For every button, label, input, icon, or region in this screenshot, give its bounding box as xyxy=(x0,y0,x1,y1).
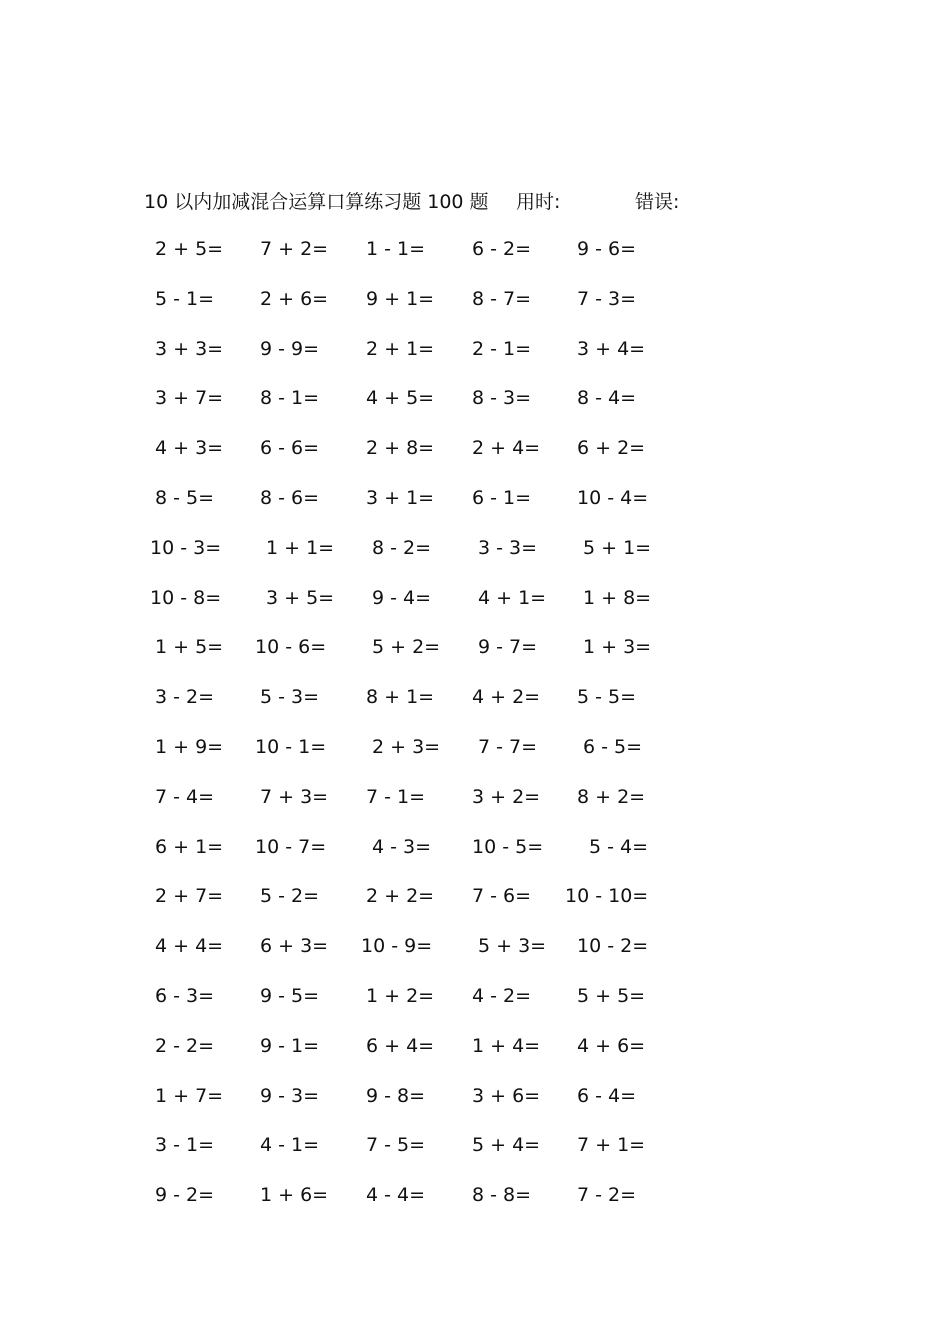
arithmetic-problem: 5 + 2= xyxy=(372,636,441,658)
arithmetic-problem: 3 - 1= xyxy=(155,1134,215,1156)
arithmetic-problem: 6 + 3= xyxy=(260,935,329,957)
arithmetic-problem: 3 + 2= xyxy=(472,786,541,808)
arithmetic-problem: 1 + 4= xyxy=(472,1035,541,1057)
arithmetic-problem: 10 - 6= xyxy=(255,636,327,658)
arithmetic-problem: 8 - 7= xyxy=(472,288,532,310)
arithmetic-problem: 10 - 10= xyxy=(565,885,649,907)
arithmetic-problem: 10 - 1= xyxy=(255,736,327,758)
arithmetic-problem: 3 + 5= xyxy=(266,587,335,609)
arithmetic-problem: 4 + 6= xyxy=(577,1035,646,1057)
arithmetic-problem: 9 - 3= xyxy=(260,1085,320,1107)
arithmetic-problem: 4 + 3= xyxy=(155,437,224,459)
arithmetic-problem: 9 - 1= xyxy=(260,1035,320,1057)
arithmetic-problem: 4 + 5= xyxy=(366,387,435,409)
arithmetic-problem: 7 + 1= xyxy=(577,1134,646,1156)
arithmetic-problem: 1 + 8= xyxy=(583,587,652,609)
arithmetic-problem: 10 - 2= xyxy=(577,935,649,957)
arithmetic-problem: 10 - 7= xyxy=(255,836,327,858)
arithmetic-problem: 5 - 3= xyxy=(260,686,320,708)
arithmetic-problem: 5 - 5= xyxy=(577,686,637,708)
arithmetic-problem: 5 + 1= xyxy=(583,537,652,559)
arithmetic-problem: 2 + 4= xyxy=(472,437,541,459)
arithmetic-problem: 7 - 7= xyxy=(478,736,538,758)
arithmetic-problem: 9 + 1= xyxy=(366,288,435,310)
arithmetic-problem: 6 - 4= xyxy=(577,1085,637,1107)
arithmetic-problem: 3 + 6= xyxy=(472,1085,541,1107)
arithmetic-problem: 7 - 3= xyxy=(577,288,637,310)
arithmetic-problem: 2 + 1= xyxy=(366,338,435,360)
arithmetic-problem: 9 - 7= xyxy=(478,636,538,658)
arithmetic-problem: 6 - 2= xyxy=(472,238,532,260)
arithmetic-problem: 2 - 1= xyxy=(472,338,532,360)
arithmetic-problem: 7 - 5= xyxy=(366,1134,426,1156)
arithmetic-problem: 4 - 1= xyxy=(260,1134,320,1156)
arithmetic-problem: 1 + 6= xyxy=(260,1184,329,1206)
arithmetic-problem: 3 - 2= xyxy=(155,686,215,708)
time-used-label: 用时: xyxy=(516,190,561,213)
arithmetic-problem: 7 - 1= xyxy=(366,786,426,808)
arithmetic-problem: 1 + 3= xyxy=(583,636,652,658)
arithmetic-problem: 8 + 2= xyxy=(577,786,646,808)
arithmetic-problem: 9 - 4= xyxy=(372,587,432,609)
worksheet-title: 10 以内加减混合运算口算练习题 100 题 xyxy=(144,190,489,213)
arithmetic-problem: 7 - 4= xyxy=(155,786,215,808)
arithmetic-problem: 4 - 4= xyxy=(366,1184,426,1206)
arithmetic-problem: 5 + 5= xyxy=(577,985,646,1007)
arithmetic-problem: 2 + 3= xyxy=(372,736,441,758)
arithmetic-problem: 10 - 4= xyxy=(577,487,649,509)
arithmetic-problem: 10 - 3= xyxy=(150,537,222,559)
arithmetic-problem: 7 + 2= xyxy=(260,238,329,260)
arithmetic-problem: 2 + 8= xyxy=(366,437,435,459)
arithmetic-problem: 5 + 4= xyxy=(472,1134,541,1156)
arithmetic-problem: 4 - 3= xyxy=(372,836,432,858)
arithmetic-problem: 3 - 3= xyxy=(478,537,538,559)
arithmetic-problem: 3 + 3= xyxy=(155,338,224,360)
arithmetic-problem: 5 + 3= xyxy=(478,935,547,957)
arithmetic-problem: 7 - 2= xyxy=(577,1184,637,1206)
errors-label: 错误: xyxy=(635,190,680,213)
arithmetic-problem: 1 + 9= xyxy=(155,736,224,758)
arithmetic-problem: 1 + 5= xyxy=(155,636,224,658)
arithmetic-problem: 6 + 4= xyxy=(366,1035,435,1057)
arithmetic-problem: 9 - 2= xyxy=(155,1184,215,1206)
arithmetic-problem: 6 - 5= xyxy=(583,736,643,758)
arithmetic-problem: 1 - 1= xyxy=(366,238,426,260)
arithmetic-problem: 8 - 8= xyxy=(472,1184,532,1206)
arithmetic-problem: 8 - 3= xyxy=(472,387,532,409)
arithmetic-problem: 3 + 1= xyxy=(366,487,435,509)
arithmetic-problem: 3 + 7= xyxy=(155,387,224,409)
arithmetic-problem: 10 - 8= xyxy=(150,587,222,609)
arithmetic-problem: 6 + 1= xyxy=(155,836,224,858)
arithmetic-problem: 5 - 2= xyxy=(260,885,320,907)
arithmetic-problem: 4 + 2= xyxy=(472,686,541,708)
arithmetic-problem: 1 + 7= xyxy=(155,1085,224,1107)
arithmetic-problem: 4 - 2= xyxy=(472,985,532,1007)
arithmetic-problem: 8 - 1= xyxy=(260,387,320,409)
arithmetic-problem: 8 + 1= xyxy=(366,686,435,708)
arithmetic-problem: 1 + 2= xyxy=(366,985,435,1007)
arithmetic-problem: 6 + 2= xyxy=(577,437,646,459)
arithmetic-problem: 5 - 4= xyxy=(589,836,649,858)
arithmetic-problem: 6 - 3= xyxy=(155,985,215,1007)
arithmetic-problem: 7 - 6= xyxy=(472,885,532,907)
arithmetic-problem: 2 + 5= xyxy=(155,238,224,260)
arithmetic-problem: 10 - 9= xyxy=(361,935,433,957)
arithmetic-problem: 8 - 6= xyxy=(260,487,320,509)
arithmetic-problem: 6 - 6= xyxy=(260,437,320,459)
arithmetic-problem: 9 - 9= xyxy=(260,338,320,360)
arithmetic-problem: 2 + 2= xyxy=(366,885,435,907)
arithmetic-problem: 1 + 1= xyxy=(266,537,335,559)
arithmetic-problem: 7 + 3= xyxy=(260,786,329,808)
arithmetic-problem: 9 - 5= xyxy=(260,985,320,1007)
arithmetic-problem: 9 - 6= xyxy=(577,238,637,260)
arithmetic-problem: 2 + 7= xyxy=(155,885,224,907)
arithmetic-problem: 9 - 8= xyxy=(366,1085,426,1107)
arithmetic-problem: 2 - 2= xyxy=(155,1035,215,1057)
arithmetic-problem: 6 - 1= xyxy=(472,487,532,509)
arithmetic-problem: 5 - 1= xyxy=(155,288,215,310)
arithmetic-problem: 8 - 2= xyxy=(372,537,432,559)
arithmetic-problem: 4 + 1= xyxy=(478,587,547,609)
arithmetic-problem: 4 + 4= xyxy=(155,935,224,957)
arithmetic-problem: 10 - 5= xyxy=(472,836,544,858)
arithmetic-problem: 8 - 5= xyxy=(155,487,215,509)
arithmetic-problem: 3 + 4= xyxy=(577,338,646,360)
arithmetic-problem: 2 + 6= xyxy=(260,288,329,310)
arithmetic-problem: 8 - 4= xyxy=(577,387,637,409)
